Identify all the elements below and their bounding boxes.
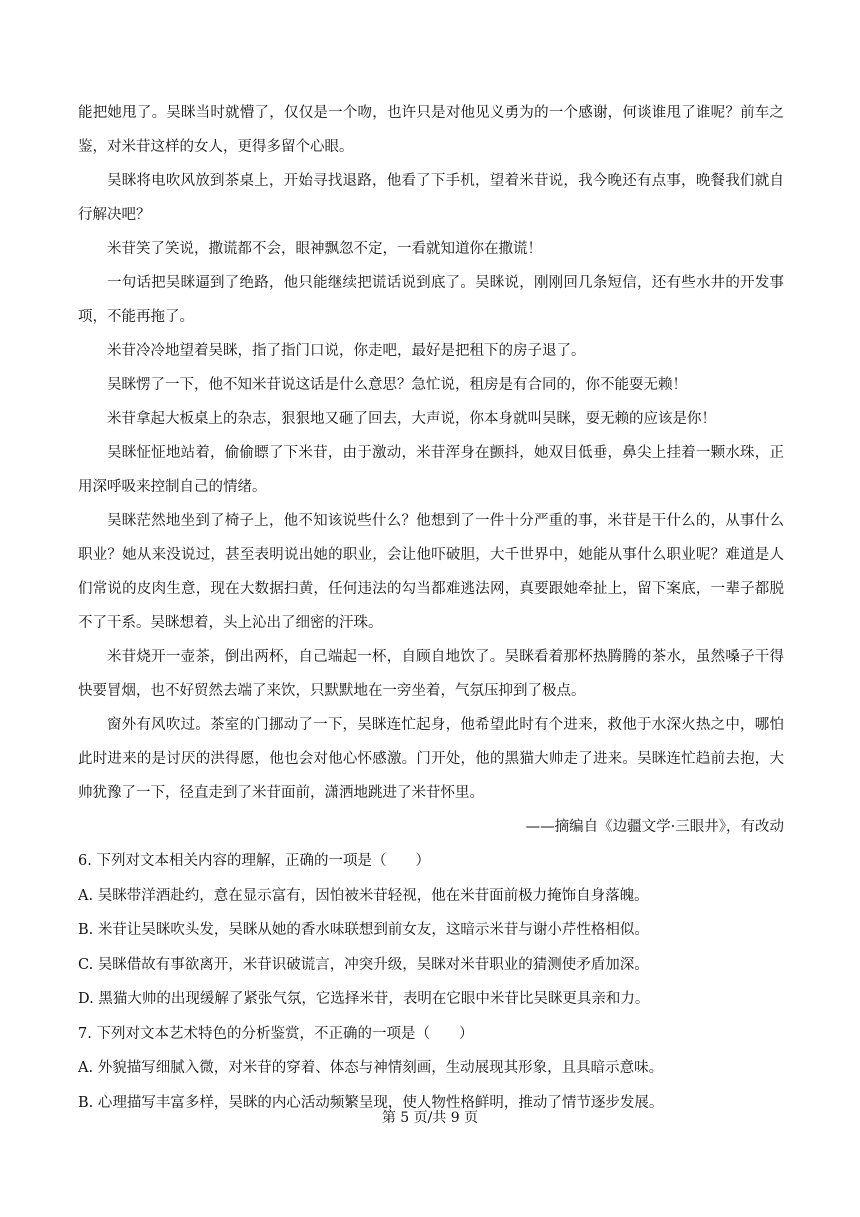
source-citation: ——摘编自《边疆文学·三眼井》，有改动: [525, 819, 784, 835]
story-paragraph: 吴眯将电吹风放到茶桌上，开始寻找退路，他看了下手机，望着米苷说，我今晚还有点事，晚餐我们就自行解决吧？: [78, 173, 784, 223]
answer-option: B. 心理描写丰富多样，吴眯的内心活动频繁呈现，使人物性格鲜明，推动了情节逐步发展。: [78, 1094, 664, 1111]
story-paragraph: 窗外有风吹过。茶室的门挪动了一下，吴眯连忙起身，他希望此时有个进来，救他于水深火热之中，哪怕此时进来的是讨厌的洪得愿，他也会对他心怀感激。门开处，他的黑猫大帅走了进来。吴眯连忙趋前去抱，大帅犹豫了一下，径直走到了米苷面前，潇洒地跳进了米苷怀里。: [78, 717, 784, 801]
story-paragraph: 一句话把吴眯逼到了绝路，他只能继续把谎话说到底了。吴眯说，刚刚回几条短信，还有些水井的开发事项，不能再拖了。: [78, 275, 784, 325]
story-paragraph: 吴眯茫然地坐到了椅子上，他不知该说些什么？他想到了一件十分严重的事，米苷是干什么的，从事什么职业？她从来没说过，甚至表明说出她的职业，会让他吓破胆，大千世界中，她能从事什么职业呢？难道是人们常说的皮肉生意，现在大数据扫黄，任何违法的勾当都难逃法网，真要跟她牵扯上，留下案底，一辈子都脱不了干系。吴眯想着，头上沁出了细密的汗珠。: [78, 513, 784, 631]
answer-option: A. 外貌描写细腻入微，对米苷的穿着、体态与神情刻画，生动展现其形象，且具暗示意味。: [78, 1060, 664, 1076]
story-paragraph: 米苷笑了笑说，撒谎都不会，眼神飘忽不定，一看就知道你在撒谎！: [107, 241, 542, 257]
story-paragraph: 米苷烧开一壶茶，倒出两杯，自己端起一杯，自顾自地饮了。吴眯看着那杯热腾腾的茶水，虽然嗓子干得快要冒烟，也不好贸然去端了来饮，只默默地在一旁坐着，气氛压抑到了极点。: [78, 649, 784, 699]
story-paragraph: 吴眯怔怔地站着，偷偷瞟了下米苷，由于激动，米苷浑身在颤抖，她双目低垂，鼻尖上挂着一颗水珠，正用深呼吸来控制自己的情绪。: [78, 445, 784, 495]
document-body: [78, 96, 784, 1120]
answer-option: A. 吴眯带洋酒赴约，意在显示富有，因怕被米苷轻视，他在米苷面前极力掩饰自身落魄。: [78, 887, 649, 904]
answer-option: C. 吴眯借故有事欲离开，米苷识破谎言，冲突升级，吴眯对米苷职业的猜测使矛盾加深。: [78, 956, 649, 973]
story-paragraph: 米苷拿起大板桌上的杂志，狠狠地又砸了回去，大声说，你本身就叫吴眯，耍无赖的应该是你！: [107, 411, 716, 427]
question-stem: 7. 下列对文本艺术特色的分析鉴赏，不正确的一项是（ ）: [78, 1025, 474, 1042]
question-block: [78, 844, 784, 1017]
questions-section: [78, 844, 784, 1120]
page-footer: 第 5 页/共 9 页: [381, 1110, 479, 1126]
answer-option: B. 米苷让吴眯吹头发，吴眯从她的香水味联想到前女友，这暗示米苷与谢小芹性格相似。: [78, 922, 649, 938]
story-paragraph: 吴眯愣了一下，他不知米苷说这话是什么意思？急忙说，租房是有合同的，你不能耍无赖！: [107, 377, 687, 393]
question-stem: 6. 下列对文本相关内容的理解，正确的一项是（ ）: [78, 853, 430, 869]
answer-option: D. 黑猫大帅的出现缓解了紧张气氛，它选择米苷，表明在它眼中米苷比吴眯更具亲和力。: [78, 991, 650, 1007]
story-paragraph: 米苷冷冷地望着吴眯，指了指门口说，你走吧，最好是把租下的房子退了。: [107, 343, 586, 359]
question-block: [78, 1017, 784, 1121]
story-text: [78, 96, 784, 810]
story-paragraph: 能把她甩了。吴眯当时就懵了，仅仅是一个吻，也许只是对他见义勇为的一个感谢，何谈谁甩了谁呢？前车之鉴，对米苷这样的女人，更得多留个心眼。: [78, 105, 784, 155]
